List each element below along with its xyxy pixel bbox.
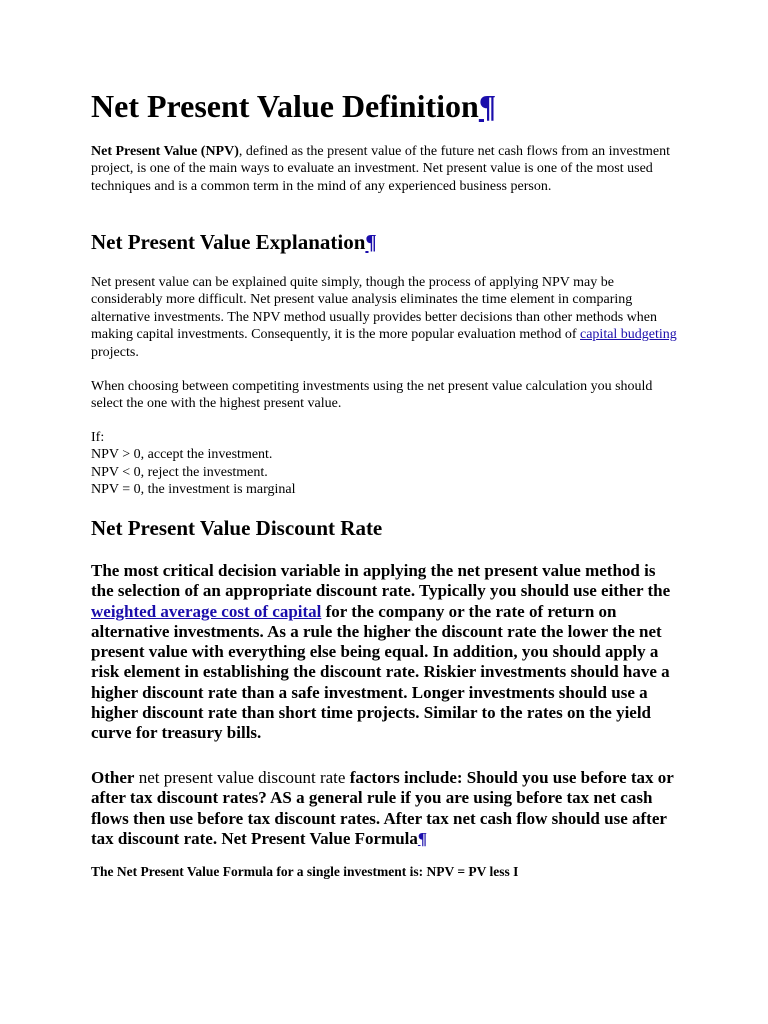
discount-rate-paragraph [91,561,681,744]
title-anchor-link[interactable]: ¶ [478,88,497,124]
discount-rate-heading: Net Present Value Discount Rate [91,516,383,540]
rule-reject: NPV < 0, reject the investment. [91,464,268,480]
explanation-heading [91,229,377,255]
definition-text: , defined as the present value of the future net cash flows from an investment project, is one of the main ways to evaluate an investment. Net present value is one of the most used techniques and is a common term in the mind of any experienced business person. [91,144,671,194]
page-title [91,86,496,126]
explanation-paragraph [91,274,681,361]
formula-statement: The Net Present Value Formula for a single investment is: NPV = PV less I [91,864,519,879]
discount-text-after: for the company or the rate of return on alternative investments. As a rule the higher the discount rate the lower the net present value with everything else being equal. In addition, you should apply a risk element in establishing the discount rate. Riskier investments should have a higher discount rate than a safe investment. Longer investments should use a higher discount rate than short time projects. Similar to the rates on the yield curve for treasury bills. [91,601,670,743]
other-bold-start: Other [91,768,135,787]
discount-text-before: The most critical decision variable in applying the net present value method is the selection of an appropriate discount rate. Typically you should use either the [91,561,671,601]
explanation-text-before: Net present value can be explained quite simply, though the process of applying NPV may be considerably more difficult. Net present value analysis eliminates the time element in comparing alternative investments. The NPV method usually provides better decisions than other methods when making capital investments. Consequently, it is the more popular evaluation method of [91,275,657,343]
definition-term: Net Present Value (NPV) [91,144,239,159]
rules-intro: If: [91,430,105,445]
capital-budgeting-link[interactable]: capital budgeting [580,327,677,343]
title-text: Net Present Value Definition [91,88,479,124]
formula-anchor-link[interactable]: ¶ [417,828,428,848]
npv-rules-block [91,429,681,499]
definition-paragraph [91,143,681,195]
other-normal-text: net present value discount rate [134,768,350,787]
explanation-heading-text: Net Present Value Explanation [91,230,366,254]
other-factors-paragraph [91,768,681,849]
explanation-text-after: projects. [91,344,139,360]
wacc-link[interactable]: weighted average cost of capital [91,601,322,621]
rule-marginal: NPV = 0, the investment is marginal [91,482,296,498]
rule-accept: NPV > 0, accept the investment. [91,447,273,463]
competing-investments-paragraph: When choosing between competiting investments using the net present value calculation you should select the one with the highest present value. [91,379,653,412]
other-bold-rest: factors include: Should you use before tax or after tax discount rates? AS a general rule if you are using before tax net cash flows then use before tax discount rates. After tax net cash flow should use after tax discount rate. Net Present Value Formula [91,768,674,848]
explanation-anchor-link[interactable]: ¶ [365,230,377,254]
